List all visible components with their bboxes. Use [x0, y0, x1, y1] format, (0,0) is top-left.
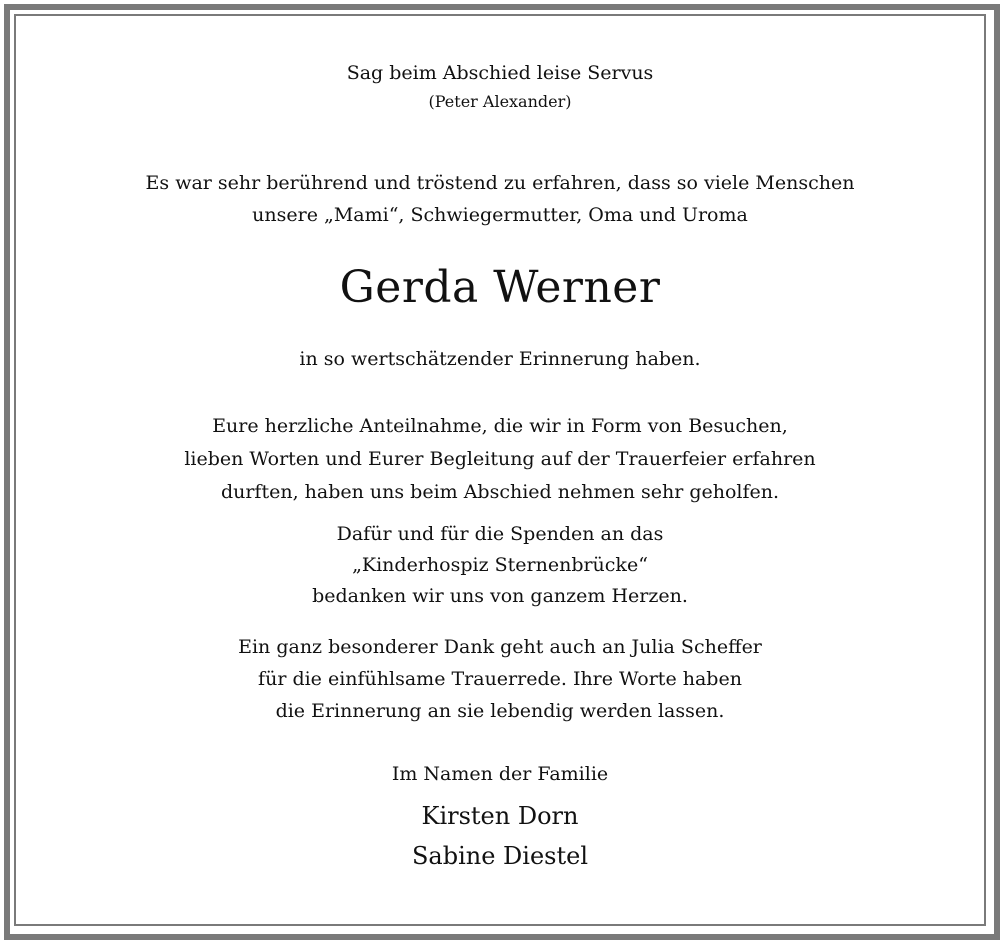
donation-paragraph — [20, 519, 980, 612]
special-thanks-line-2: für die einfühlsame Trauerrede. Ihre Worte haben — [258, 668, 742, 690]
sympathy-line-2: lieben Worten und Eurer Begleitung auf der Trauerfeier erfahren — [184, 448, 816, 470]
family-label: Im Namen der Familie — [391, 763, 609, 785]
opening-quote — [20, 58, 980, 116]
special-thanks-line-1: Ein ganz besonderer Dank geht auch an Julia Scheffer — [238, 636, 762, 658]
special-thanks-line-3: die Erinnerung an sie lebendig werden lassen. — [275, 700, 725, 722]
donation-line-3: bedanken wir uns von ganzem Herzen. — [312, 585, 688, 607]
deceased-name: Gerda Werner — [339, 262, 661, 313]
donation-line-1: Dafür und für die Spenden an das — [336, 523, 664, 545]
remembrance-line-1: in so wertschätzender Erinnerung haben. — [299, 348, 701, 370]
quote-text: Sag beim Abschied leise Servus — [346, 62, 654, 84]
quote-author: (Peter Alexander) — [428, 92, 572, 111]
signatories — [20, 796, 980, 876]
signatory-name: Sabine Diestel — [411, 842, 589, 870]
donation-line-2: „Kinderhospiz Sternenbrücke“ — [352, 554, 648, 576]
remembrance-line — [20, 343, 980, 375]
signatory-name: Kirsten Dorn — [421, 802, 579, 830]
sympathy-line-3: durften, haben uns beim Abschied nehmen sehr geholfen. — [220, 481, 780, 503]
sympathy-paragraph — [20, 410, 980, 509]
special-thanks-paragraph — [20, 631, 980, 727]
intro-line-1: Es war sehr berührend und tröstend zu erfahren, dass so viele Menschen — [145, 172, 855, 194]
intro-line-2: unsere „Mami“, Schwiegermutter, Oma und Uroma — [252, 204, 748, 226]
sympathy-line-1: Eure herzliche Anteilnahme, die wir in Form von Besuchen, — [212, 415, 788, 437]
intro-paragraph — [20, 167, 980, 231]
